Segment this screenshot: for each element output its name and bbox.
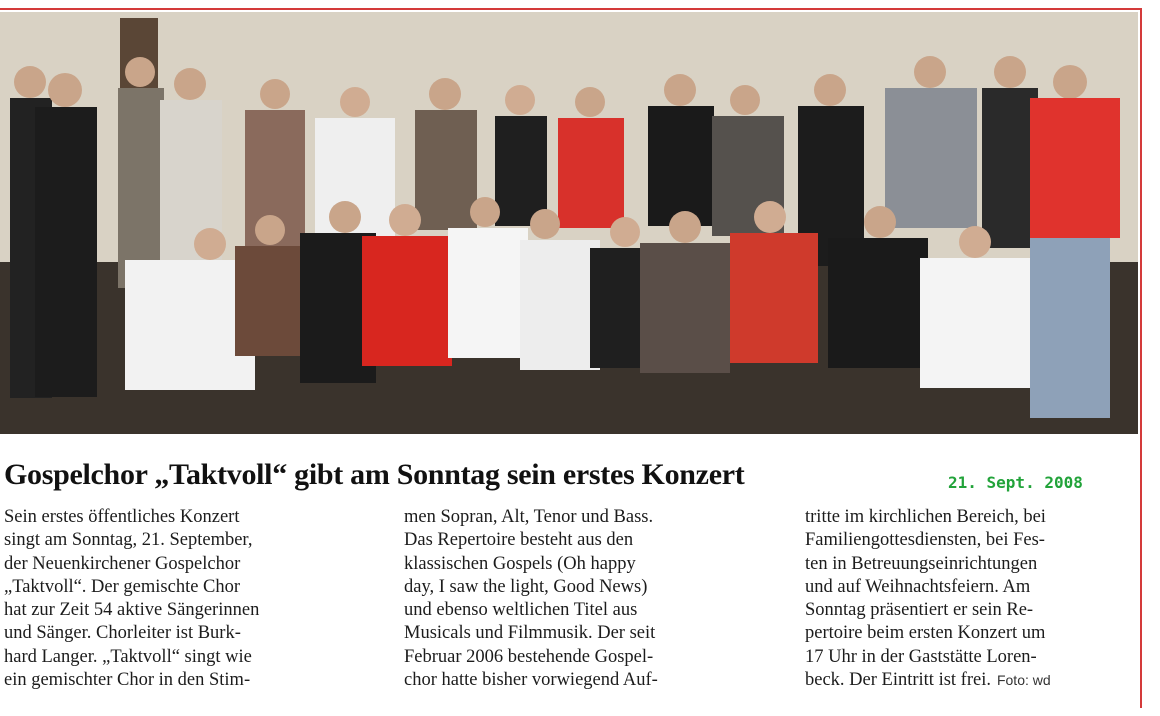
body-line: Sonntag präsentiert er sein Re-	[805, 600, 1034, 621]
photo-credit: Foto: wd	[996, 672, 1051, 689]
body-line: singt am Sonntag, 21. September,	[4, 530, 253, 551]
body-line: ten in Betreuungseinrichtungen	[805, 553, 1038, 574]
body-line: und Sänger. Chorleiter ist Burk-	[4, 623, 241, 644]
body-line: und auf Weihnachtsfeiern. Am	[805, 576, 1031, 597]
body-line: hard Langer. „Taktvoll“ singt wie	[4, 646, 252, 667]
body-line: Familiengottesdiensten, bei Fes-	[805, 530, 1045, 551]
article-headline: Gospelchor „Taktvoll“ gibt am Sonntag sein erstes Konzert	[4, 458, 745, 491]
frame-right-border	[1140, 8, 1142, 708]
body-line: men Sopran, Alt, Tenor und Bass.	[404, 507, 654, 527]
article-column-3	[805, 506, 1135, 692]
choir-group-photo	[0, 12, 1138, 434]
body-line: 17 Uhr in der Gaststätte Loren-	[805, 646, 1037, 667]
body-last-line	[805, 669, 1135, 692]
body-line: day, I saw the light, Good News)	[404, 576, 648, 597]
body-line: Sein erstes öffentliches Konzert	[4, 507, 240, 527]
body-line: und ebenso weltlichen Titel aus	[404, 600, 638, 621]
body-line-text: beck. Der Eintritt ist frei.	[805, 670, 991, 691]
body-line: Musicals und Filmmusik. Der seit	[404, 623, 656, 644]
body-line: klassischen Gospels (Oh happy	[404, 553, 636, 574]
date-stamp: 21. Sept. 2008	[948, 473, 1083, 492]
body-line: „Taktvoll“. Der gemischte Chor	[4, 576, 241, 597]
body-line: der Neuenkirchener Gospelchor	[4, 553, 241, 574]
article-body	[4, 506, 1130, 706]
body-line: tritte im kirchlichen Bereich, bei	[805, 507, 1046, 527]
article-column-2	[404, 506, 734, 692]
frame-top-border	[0, 8, 1142, 10]
body-line: pertoire beim ersten Konzert um	[805, 623, 1046, 644]
body-line: hat zur Zeit 54 aktive Sängerinnen	[4, 600, 260, 621]
choir-photo-illustration	[0, 12, 1138, 434]
article-column-1	[4, 506, 334, 692]
body-line: ein gemischter Chor in den Stim-	[4, 670, 251, 691]
body-line: chor hatte bisher vorwiegend Auf-	[404, 670, 658, 691]
body-line: Februar 2006 bestehende Gospel-	[404, 646, 654, 667]
body-line: Das Repertoire besteht aus den	[404, 530, 634, 551]
